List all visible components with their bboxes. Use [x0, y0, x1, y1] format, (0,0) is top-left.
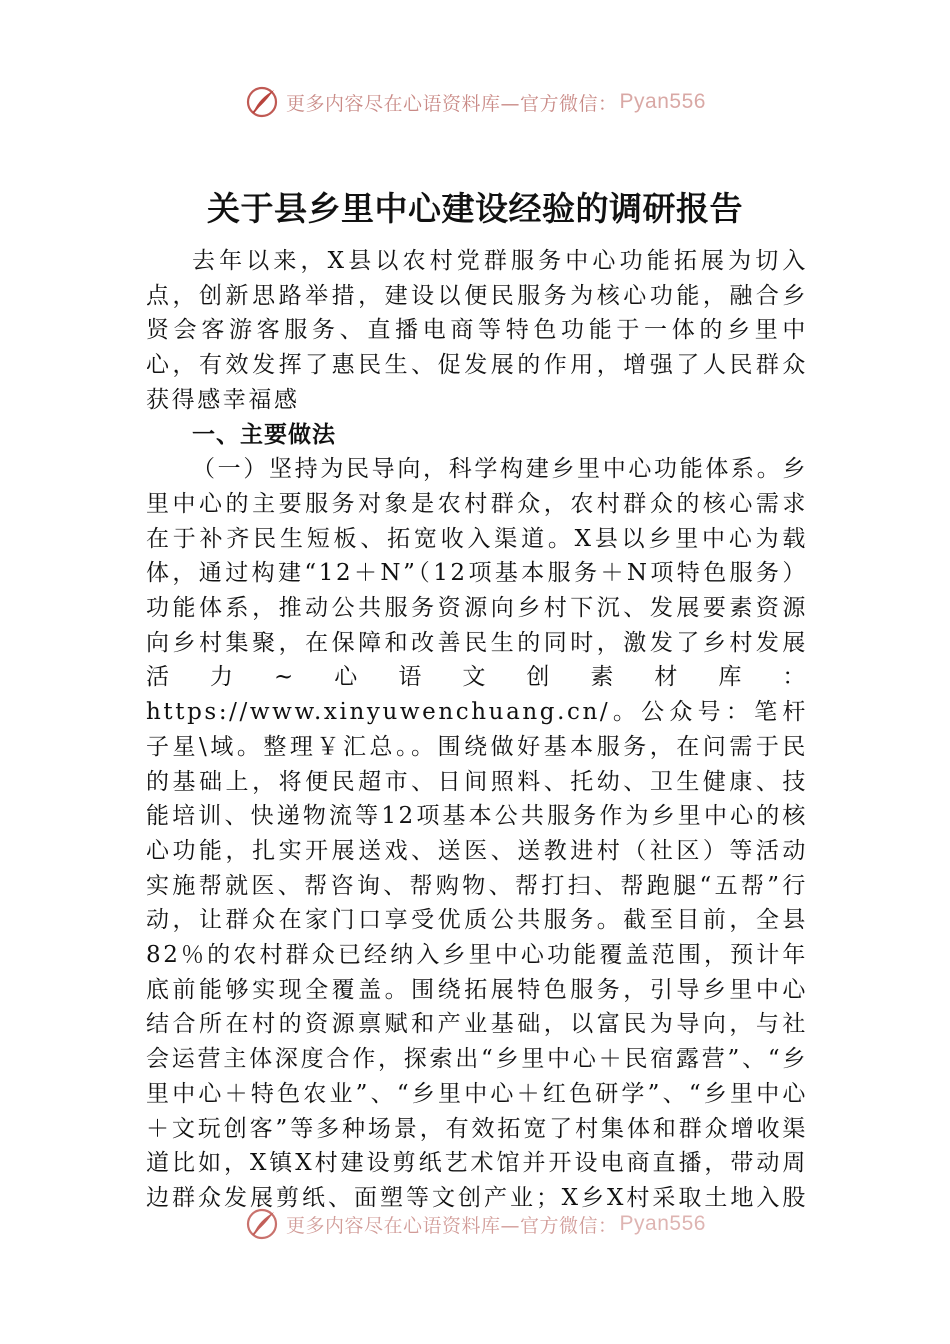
watermark-text: 更多内容尽在心语资料库—官方微信： [286, 92, 618, 115]
watermark-footer [0, 1204, 950, 1244]
document-title: 关于县乡里中心建设经验的调研报告 [207, 189, 743, 228]
watermark-wechat-id: Pyan556 [619, 90, 706, 113]
intro-paragraph: 去年以来，X县以农村党群服务中心功能拓展为切入点，创新思路举措，建设以便民服务为核心功能，融合乡贤会客游客服务、直播电商等特色功能于一体的乡里中心，有效发挥了惠民生、促发展的作用，增强了人民群众获得感幸福感 [146, 248, 808, 413]
watermark-text: 更多内容尽在心语资料库—官方微信： [286, 1214, 618, 1237]
document-body [146, 244, 808, 1214]
section-heading: 一、主要做法 [192, 421, 336, 448]
quill-logo-icon [244, 1206, 280, 1242]
quill-logo-icon [244, 84, 280, 120]
watermark-wechat-id: Pyan556 [619, 1212, 706, 1235]
body-paragraph: （一）坚持为民导向，科学构建乡里中心功能体系。乡里中心的主要服务对象是农村群众，农村群众的核心需求在于补齐民生短板、拓宽收入渠道。X县以乡里中心为载体，通过构建“12＋N”（12项基本服务＋N项特色服务）功能体系，推动公共服务资源向乡村下沉、发展要素资源向乡村集聚，在保障和改善民生的同时，激发了乡村发展活力~心语文创素材库：https://www.xinyuwenchuang.cn/。公众号：笔杆子星\域。整理￥汇总。。围绕做好基本服务，在问需于民的基础上，将便民超市、日间照料、托幼、卫生健康、技能培训、快递物流等12项基本公共服务作为乡里中心的核心功能，扎实开展送戏、送医、送教进村（社区）等活动实施帮就医、帮咨询、帮购物、帮打扫、帮跑腿“五帮”行动，让群众在家门口享受优质公共服务。截至目前，全县82％的农村群众已经纳入乡里中心功能覆盖范围，预计年底前能够实现全覆盖。围绕拓展特色服务，引导乡里中心结合所在村的资源禀赋和产业基础，以富民为导向，与社会运营主体深度合作，探索出“乡里中心＋民宿露营”、“乡里中心＋特色农业”、“乡里中心＋红色研学”、“乡里中心＋文玩创客”等多种场景，有效拓宽了村集体和群众增收渠道比如，X镇X村建设剪纸艺术馆并开设电商直播，带动周边群众发展剪纸、面塑等文创产业；X乡X村采取土地入股 [146, 456, 808, 1211]
watermark-header [0, 82, 950, 122]
